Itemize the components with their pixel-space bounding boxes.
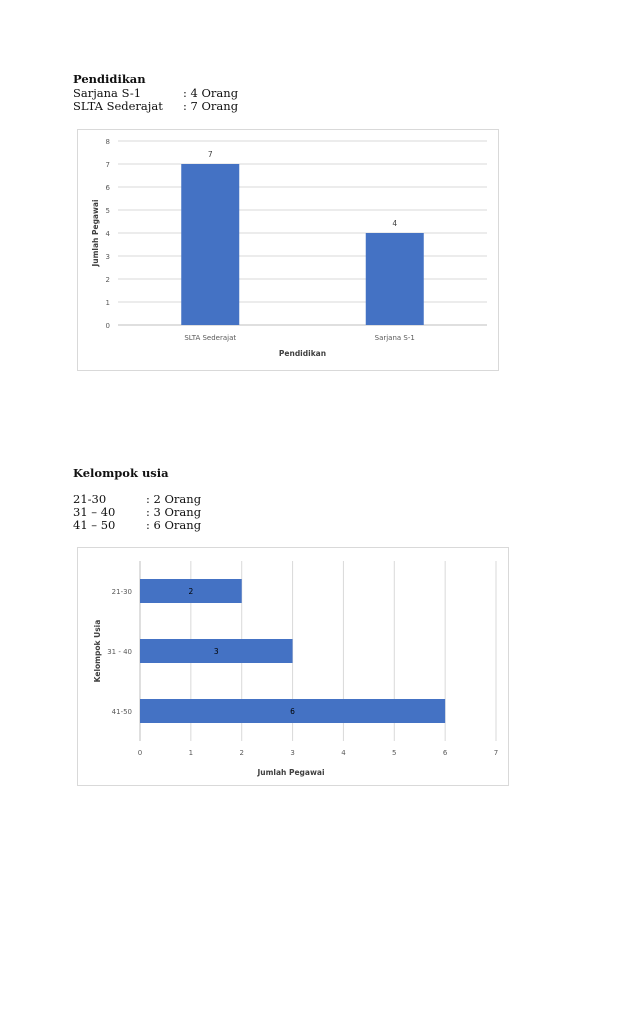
stat-label: Sarjana S-1	[73, 86, 142, 100]
education-bar-chart-svg	[78, 130, 498, 370]
stat-value: : 2 Orang	[146, 492, 202, 506]
bar	[366, 233, 424, 325]
section-title-usia: Kelompok usia	[73, 466, 169, 480]
x-tick-label: 5	[392, 749, 397, 757]
x-axis-title: Pendidikan	[278, 349, 327, 358]
y-tick-label: 8	[105, 138, 110, 146]
x-axis-title: Jumlah Pegawai	[257, 768, 325, 777]
y-tick-label: 21-30	[111, 588, 132, 596]
y-tick-label: 2	[105, 276, 110, 284]
stat-line	[73, 86, 238, 100]
stat-value: : 4 Orang	[183, 86, 239, 100]
data-label: 7	[207, 150, 213, 159]
x-tick-label: 6	[442, 749, 448, 757]
education-chart	[77, 129, 499, 371]
y-tick-label: 31 - 40	[107, 648, 132, 656]
stat-value: : 7 Orang	[183, 99, 239, 113]
data-label: 2	[188, 587, 194, 596]
y-axis-title: Jumlah Pegawai	[91, 199, 100, 267]
x-tick-label: 1	[188, 749, 194, 757]
y-tick-label: 3	[105, 253, 110, 261]
y-tick-label: 4	[105, 230, 110, 238]
stat-label: 21-30	[73, 492, 107, 506]
x-tick-label: 3	[290, 749, 295, 757]
stat-value: : 3 Orang	[146, 505, 202, 519]
age-bar-chart-svg	[78, 548, 508, 785]
y-axis-title: Kelompok Usia	[93, 619, 102, 683]
stat-value: : 6 Orang	[146, 518, 202, 532]
y-tick-label: 1	[105, 299, 110, 307]
y-tick-label: 41-50	[111, 708, 132, 716]
x-tick-label: SLTA Sederajat	[184, 334, 237, 342]
data-label: 3	[213, 647, 219, 656]
y-tick-label: 7	[105, 161, 110, 169]
y-tick-label: 5	[105, 207, 110, 215]
stat-line	[73, 99, 238, 113]
stat-label: 31 – 40	[73, 505, 116, 519]
bar	[181, 164, 239, 325]
stat-label: SLTA Sederajat	[73, 99, 163, 113]
data-label: 4	[392, 219, 398, 228]
x-tick-label: Sarjana S-1	[374, 334, 415, 342]
stat-label: 41 – 50	[73, 518, 116, 532]
stat-line	[73, 518, 201, 532]
x-tick-label: 0	[137, 749, 143, 757]
section-title-pendidikan: Pendidikan	[73, 72, 146, 86]
data-label: 6	[290, 707, 295, 716]
age-group-chart	[77, 547, 509, 786]
x-tick-label: 7	[493, 749, 499, 757]
stat-line	[73, 492, 201, 506]
x-tick-label: 2	[239, 749, 244, 757]
y-tick-label: 0	[105, 322, 110, 330]
stat-line	[73, 505, 201, 519]
x-tick-label: 4	[341, 749, 346, 757]
y-tick-label: 6	[105, 184, 110, 192]
